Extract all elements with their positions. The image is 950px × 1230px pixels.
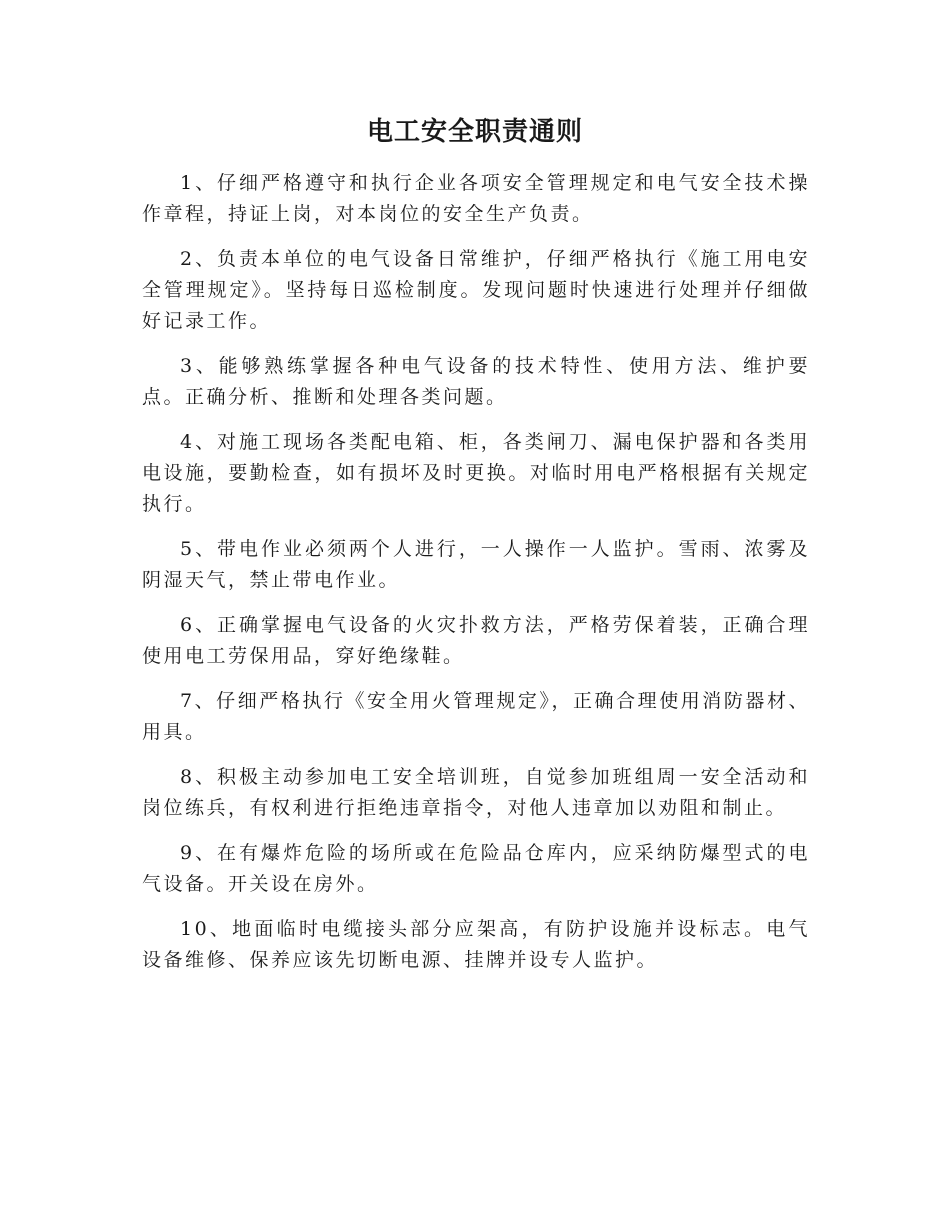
paragraph-6: 6、正确掌握电气设备的火灾扑救方法，严格劳保着装，正确合理使用电工劳保用品，穿好绝缘鞋。 — [142, 614, 810, 667]
paragraph-5: 5、带电作业必须两个人进行，一人操作一人监护。雪雨、浓雾及阴湿天气，禁止带电作业。 — [142, 538, 810, 591]
paragraph-8: 8、积极主动参加电工安全培训班，自觉参加班组周一安全活动和岗位练兵，有权利进行拒绝违章指令，对他人违章加以劝阻和制止。 — [142, 766, 810, 819]
paragraph-1: 1、仔细严格遵守和执行企业各项安全管理规定和电气安全技术操作章程，持证上岗，对本岗位的安全生产负责。 — [142, 172, 810, 225]
paragraph-4: 4、对施工现场各类配电箱、柜，各类闸刀、漏电保护器和各类用电设施，要勤检查，如有损坏及时更换。对临时用电严格根据有关规定执行。 — [142, 431, 810, 515]
document-title: 电工安全职责通则 — [366, 117, 583, 147]
paragraph-3: 3、能够熟练掌握各种电气设备的技术特性、使用方法、维护要点。正确分析、推断和处理各类问题。 — [142, 355, 810, 408]
paragraph-7: 7、仔细严格执行《安全用火管理规定》，正确合理使用消防器材、用具。 — [142, 690, 810, 743]
paragraph-10: 10、地面临时电缆接头部分应架高，有防护设施并设标志。电气设备维修、保养应该先切断电源、挂牌并设专人监护。 — [142, 918, 810, 971]
paragraph-9: 9、在有爆炸危险的场所或在危险品仓库内，应采纳防爆型式的电气设备。开关设在房外。 — [142, 842, 810, 895]
document-body — [142, 168, 810, 990]
paragraph-2: 2、负责本单位的电气设备日常维护，仔细严格执行《施工用电安全管理规定》。坚持每日巡检制度。发现问题时快速进行处理并仔细做好记录工作。 — [142, 248, 810, 332]
